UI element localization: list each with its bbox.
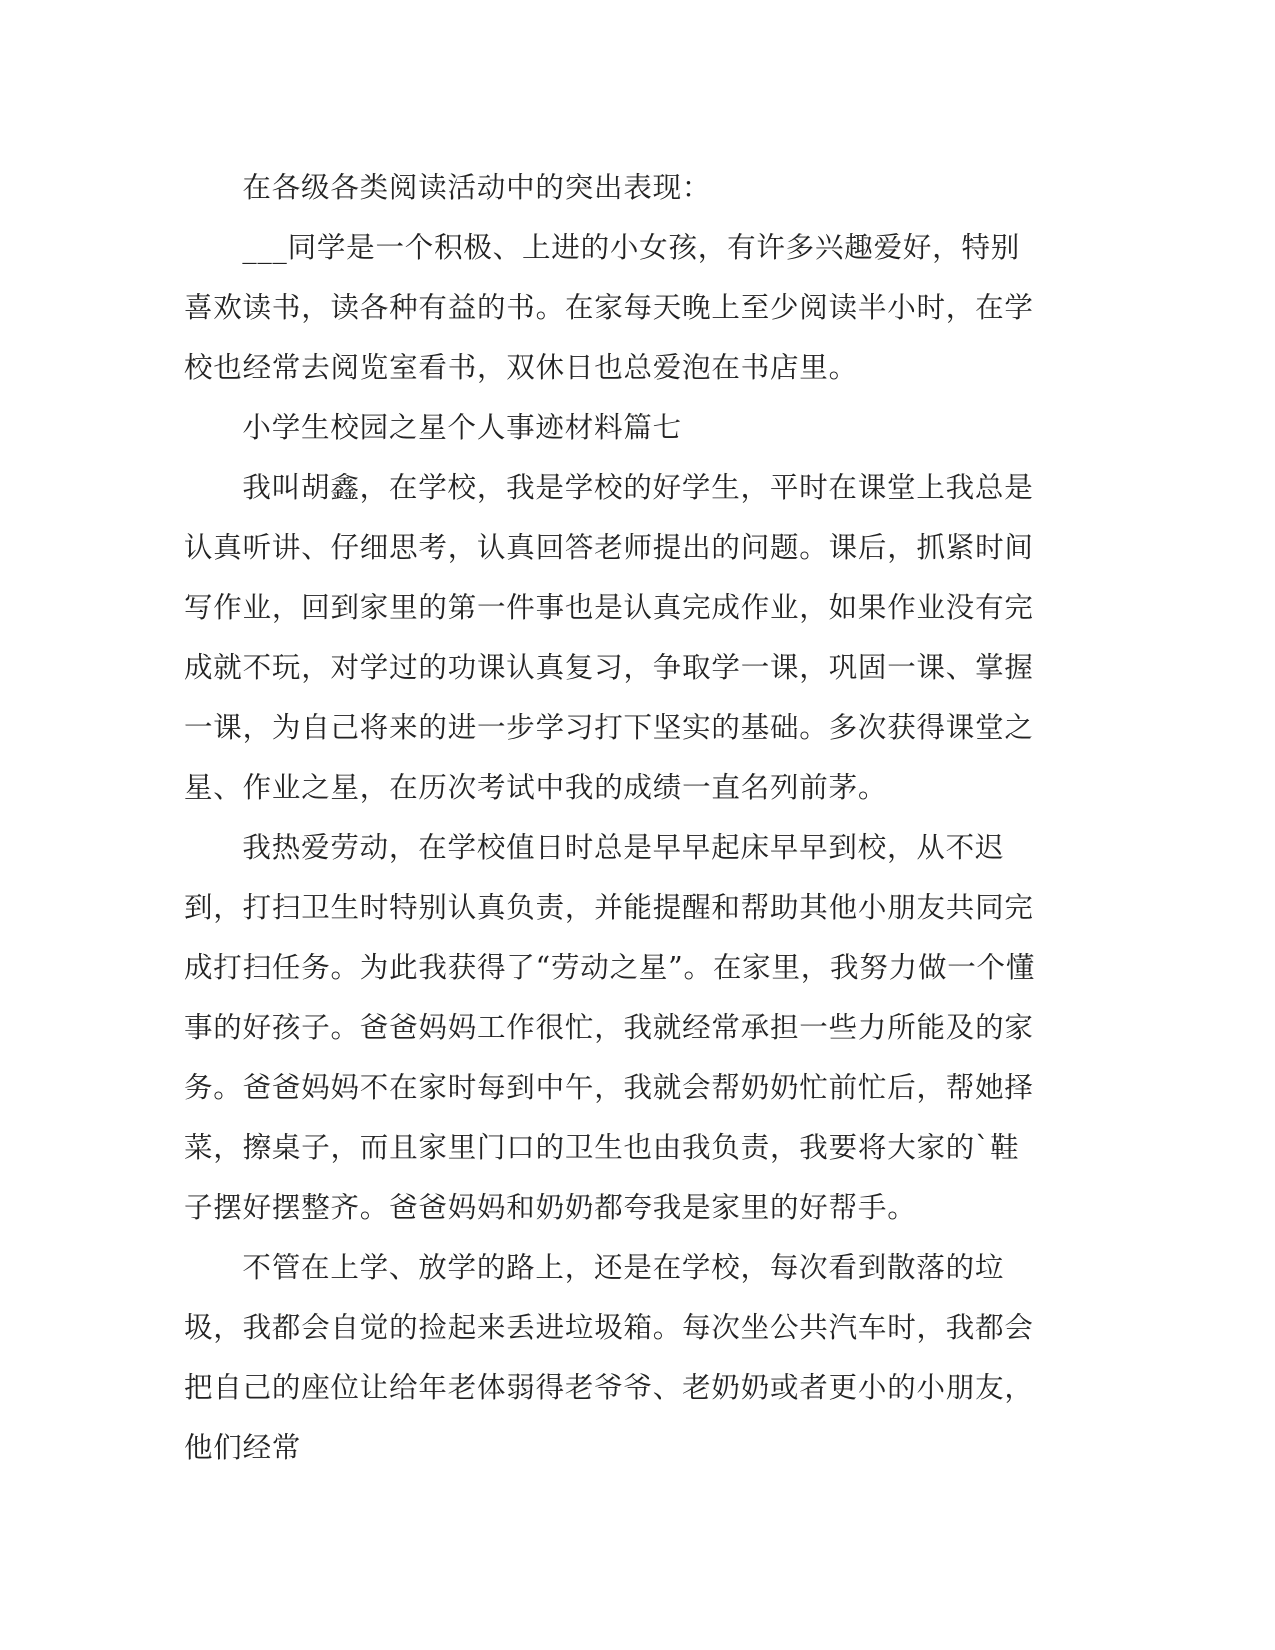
document-body <box>184 158 1044 1478</box>
paragraph-reading-description: ___同学是一个积极、上进的小女孩，有许多兴趣爱好，特别喜欢读书，读各种有益的书。在家每天晚上至少阅读半小时，在学校也经常去阅览室看书，双休日也总爱泡在书店里。 <box>184 231 1034 384</box>
paragraph-reading-activities-heading: 在各级各类阅读活动中的突出表现： <box>242 171 712 204</box>
section-title: 小学生校园之星个人事迹材料篇七 <box>242 411 682 444</box>
paragraph-labor: 我热爱劳动，在学校值日时总是早早起床早早到校，从不迟到，打扫卫生时特别认真负责，并能提醒和帮助其他小朋友共同完成打扫任务。为此我获得了“劳动之星”。在家里，我努力做一个懂事的好孩子。爸爸妈妈工作很忙，我就经常承担一些力所能及的家务。爸爸妈妈不在家时每到中午，我就会帮奶奶忙前忙后，帮她择菜，擦桌子，而且家里门口的卫生也由我负责，我要将大家的`鞋子摆好摆整齐。爸爸妈妈和奶奶都夸我是家里的好帮手。 <box>184 831 1036 1224</box>
paragraph-study: 我叫胡鑫，在学校，我是学校的好学生，平时在课堂上我总是认真听讲、仔细思考，认真回答老师提出的问题。课后，抓紧时间写作业，回到家里的第一件事也是认真完成作业，如果作业没有完成就不玩，对学过的功课认真复习，争取学一课，巩固一课、掌握一课，为自己将来的进一步学习打下坚实的基础。多次获得课堂之星、作业之星，在历次考试中我的成绩一直名列前茅。 <box>184 471 1034 804</box>
paragraph-public-conduct: 不管在上学、放学的路上，还是在学校，每次看到散落的垃圾，我都会自觉的捡起来丢进垃圾箱。每次坐公共汽车时，我都会把自己的座位让给年老体弱得老爷爷、老奶奶或者更小的小朋友，他们经常 <box>184 1251 1034 1464</box>
